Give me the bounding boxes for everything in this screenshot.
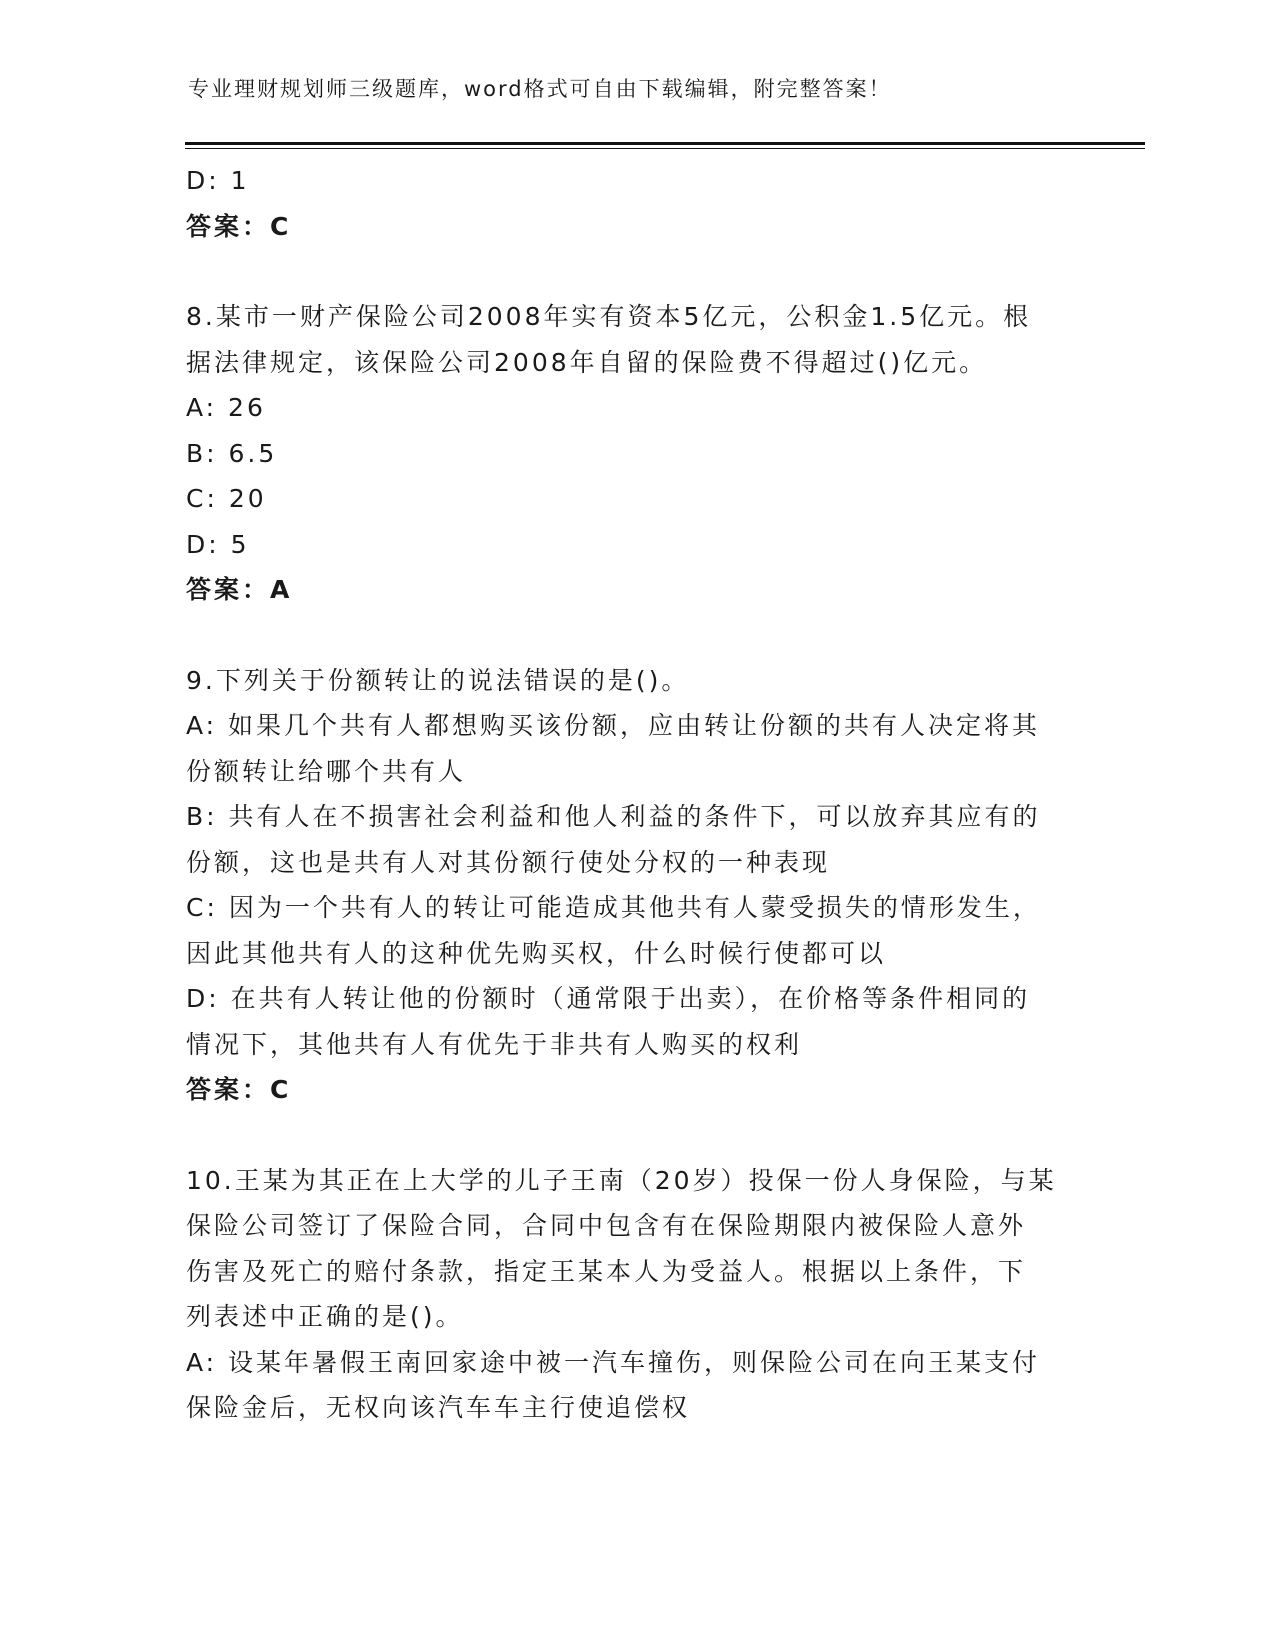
- header-rule-thin: [185, 148, 1145, 149]
- spacer: [186, 249, 1086, 294]
- q9-option-c-line-1: C: 因为一个共有人的转让可能造成其他共有人蒙受损失的情形发生，: [186, 893, 1041, 922]
- question-content: [186, 158, 1086, 1431]
- q10-stem-line-2: 保险公司签订了保险合同，合同中包含有在保险期限内被保险人意外: [186, 1211, 1027, 1240]
- q10-option-a-line-2: 保险金后，无权向该汽车车主行使追偿权: [186, 1393, 691, 1422]
- q8-stem-line-1: 8.某市一财产保险公司2008年实有资本5亿元，公积金1.5亿元。根: [186, 302, 1032, 331]
- q9-option-a-line-2: 份额转让给哪个共有人: [186, 756, 467, 786]
- header-rule-thick: [185, 142, 1145, 145]
- q9-option-a-line-1: A: 如果几个共有人都想购买该份额，应由转让份额的共有人决定将其: [186, 711, 1041, 740]
- q8-option-a: A: 26: [186, 393, 266, 422]
- q9-option-c-line-2: 因此其他共有人的这种优先购买权，什么时候行使都可以: [186, 938, 887, 968]
- q10-stem-line-1: 10.王某为其正在上大学的儿子王南（20岁）投保一份人身保险，与某: [186, 1165, 1057, 1195]
- q9-option-d-line-1: D: 在共有人转让他的份额时（通常限于出卖），在价格等条件相同的: [186, 984, 1031, 1013]
- q8-answer: 答案：A: [186, 575, 293, 604]
- page-header: 专业理财规划师三级题库，word格式可自由下载编辑，附完整答案！: [188, 77, 892, 101]
- q9-option-d-line-2: 情况下，其他共有人有优先于非共有人购买的权利: [186, 1029, 803, 1059]
- q7-option-d: D: 1: [186, 166, 250, 195]
- q9-option-b-line-1: B: 共有人在不损害社会利益和他人利益的条件下，可以放弃其应有的: [186, 802, 1041, 831]
- q8-option-c: C: 20: [186, 484, 267, 513]
- q8-option-d: D: 5: [186, 529, 250, 559]
- q9-stem: 9.下列关于份额转让的说法错误的是()。: [186, 665, 690, 695]
- q10-option-a-line-1: A: 设某年暑假王南回家途中被一汽车撞伤，则保险公司在向王某支付: [186, 1347, 1041, 1377]
- q8-option-b: B: 6.5: [186, 438, 278, 468]
- q10-stem-line-3: 伤害及死亡的赔付条款，指定王某本人为受益人。根据以上条件，下: [186, 1256, 1027, 1286]
- q9-answer: 答案：C: [186, 1075, 292, 1104]
- q9-option-b-line-2: 份额，这也是共有人对其份额行使处分权的一种表现: [186, 847, 831, 877]
- spacer: [186, 613, 1086, 658]
- q8-stem-line-2: 据法律规定，该保险公司2008年自留的保险费不得超过()亿元。: [186, 347, 988, 377]
- spacer: [186, 1113, 1086, 1158]
- q10-stem-line-4: 列表述中正确的是()。: [186, 1302, 464, 1331]
- q7-answer: 答案：C: [186, 211, 292, 241]
